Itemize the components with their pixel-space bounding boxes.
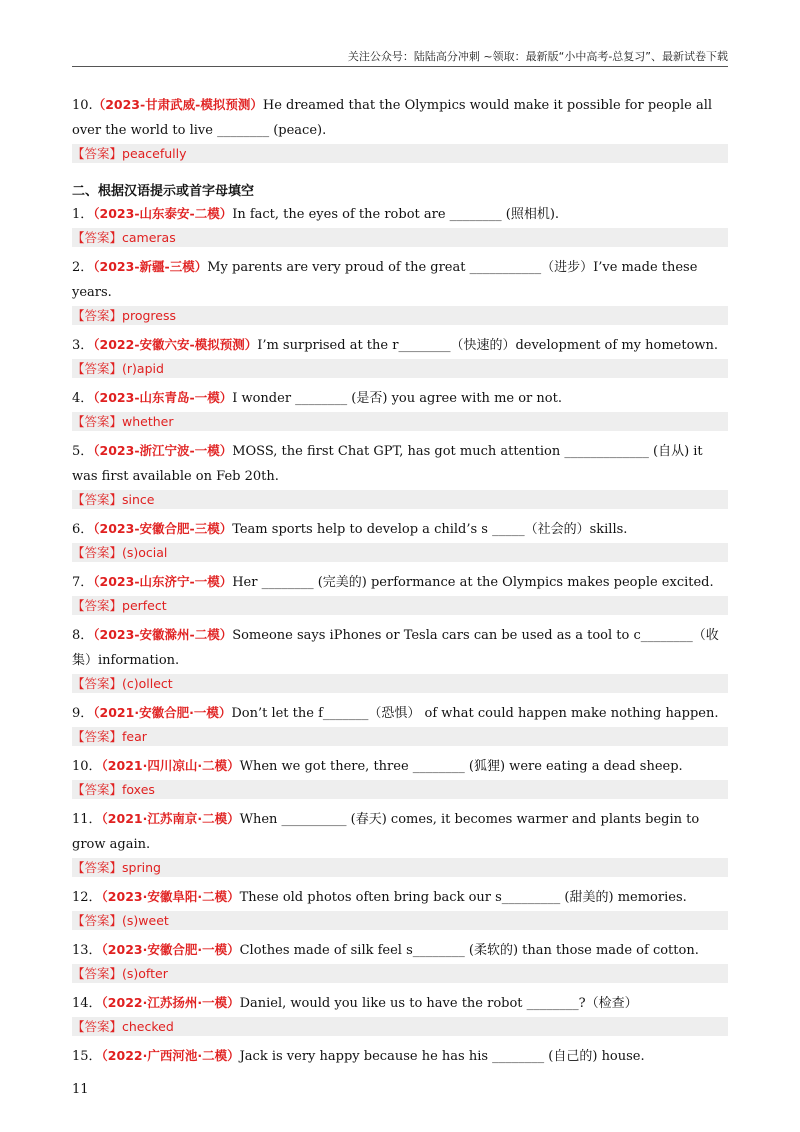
answer-value: peacefully: [122, 146, 187, 161]
question-item: [72, 569, 728, 595]
question-number: 12．: [72, 890, 102, 905]
answer-value: perfect: [122, 598, 167, 613]
answer-value: since: [122, 492, 155, 507]
question-number: 6．: [72, 522, 94, 537]
question-text: In fact, the eyes of the robot are ________ (照相机).: [232, 207, 560, 222]
answer-row: [72, 1017, 728, 1036]
question-number: 4．: [72, 391, 94, 406]
question-item: [72, 254, 728, 305]
answer-tag: 【答案】: [72, 308, 123, 323]
question-item: [72, 385, 728, 411]
answer-tag: 【答案】: [72, 598, 123, 613]
page-number: 11: [72, 1082, 89, 1097]
answer-value: foxes: [122, 782, 155, 797]
question-text: I’m surprised at the r________（快速的）development of my hometown.: [257, 338, 719, 353]
question-item: [72, 884, 728, 910]
question-text: I wonder ________ (是否) you agree with me or not.: [232, 391, 562, 406]
question-source: （2023-山东济宁-一模）: [93, 574, 233, 589]
question-source: （2023·安徽合肥·一模）: [101, 942, 240, 957]
question-source: （2022-安徽六安-模拟预测）: [93, 337, 258, 352]
answer-tag: 【答案】: [72, 414, 123, 429]
answer-row: [72, 911, 728, 930]
question-list: [72, 201, 728, 1069]
question-number: 2．: [72, 260, 94, 275]
question-text: Team sports help to develop a child’s s _____（社会的）skills.: [232, 522, 628, 537]
answer-row: [72, 359, 728, 378]
answer-row: [72, 780, 728, 799]
answer-row: [72, 674, 728, 693]
question-item: [72, 201, 728, 227]
answer-tag: 【答案】: [72, 361, 123, 376]
question-number: 7．: [72, 575, 94, 590]
question-text: MOSS, the first Chat GPT, has got much attention _____________ (自从) it was first available on Feb 20th.: [72, 444, 703, 484]
answer-row: [72, 543, 728, 562]
question-source: （2021·安徽合肥·一模）: [93, 705, 232, 720]
question-item: [72, 700, 728, 726]
question-number: 10．: [72, 759, 102, 774]
question-source: （2023-山东泰安-二模）: [93, 206, 233, 221]
question-text: Don’t let the f_______（恐惧） of what could happen make nothing happen.: [231, 706, 719, 721]
page-header: 关注公众号：陆陆高分冲刺 ~领取：最新版“小中高考-总复习”、最新试卷下载: [347, 50, 728, 63]
question-number: 13．: [72, 943, 102, 958]
answer-value: (r)apid: [122, 361, 164, 376]
answer-tag: 【答案】: [72, 966, 123, 981]
answer-row: [72, 727, 728, 746]
question-text: Jack is very happy because he has his ________ (自己的) house.: [239, 1049, 645, 1064]
question-text: These old photos often bring back our s_________ (甜美的) memories.: [239, 890, 687, 905]
question-text: When we got there, three ________ (狐狸) were eating a dead sheep.: [239, 759, 683, 774]
answer-value: checked: [122, 1019, 174, 1034]
question-number: 8．: [72, 628, 94, 643]
question-number: 15．: [72, 1049, 102, 1064]
answer-tag: 【答案】: [72, 545, 123, 560]
answer-row: [72, 964, 728, 983]
section-title: 二、根据汉语提示或首字母填空: [72, 184, 255, 199]
question-text: Her ________ (完美的) performance at the Olympics makes people excited.: [232, 575, 714, 590]
answer-value: (s)weet: [122, 913, 169, 928]
question-number: 5．: [72, 444, 94, 459]
answer-value: spring: [122, 860, 161, 875]
question-number: 3．: [72, 338, 94, 353]
question-source: （2023-安徽合肥-三模）: [93, 521, 233, 536]
question-source: （2023·安徽阜阳·二模）: [101, 889, 240, 904]
answer-row: [72, 228, 728, 247]
answer-tag: 【答案】: [72, 1019, 123, 1034]
question-item: [72, 1043, 728, 1069]
question-text: My parents are very proud of the great ___________（进步）I’ve made these years.: [72, 260, 698, 300]
question-text: He dreamed that the Olympics would make it possible for people all over the world to live ________ (peace).: [72, 98, 713, 138]
answer-row: [72, 306, 728, 325]
question-source: （2023-安徽滁州-二模）: [93, 627, 233, 642]
question-source: （2022·江苏扬州·一模）: [101, 995, 240, 1010]
answer-tag: 【答案】: [72, 676, 123, 691]
question-item: [72, 990, 728, 1016]
question-number: 9．: [72, 706, 94, 721]
answer-value: fear: [122, 729, 147, 744]
answer-value: (c)ollect: [122, 676, 173, 691]
answer-tag: 【答案】: [72, 913, 123, 928]
header-divider: [72, 66, 728, 67]
answer-row: [72, 490, 728, 509]
question-10-previous: [72, 92, 728, 143]
answer-row: [72, 596, 728, 615]
question-source: （2022·广西河池·二模）: [101, 1048, 240, 1063]
question-number: 14．: [72, 996, 102, 1011]
question-text: Someone says iPhones or Tesla cars can be used as a tool to c________（收集）information.: [72, 628, 719, 668]
answer-tag: 【答案】: [72, 146, 123, 161]
question-item: [72, 332, 728, 358]
question-item: [72, 806, 728, 857]
answer-row: [72, 858, 728, 877]
question-source: （2023-新疆-三模）: [93, 259, 208, 274]
question-source: （2023-浙江宁波-一模）: [93, 443, 233, 458]
question-text: Daniel, would you like us to have the robot ________?（检查）: [239, 996, 638, 1011]
answer-value: cameras: [122, 230, 176, 245]
question-number: 11．: [72, 812, 102, 827]
question-item: [72, 937, 728, 963]
question-item: [72, 622, 728, 673]
answer-value: progress: [122, 308, 176, 323]
answer-value: (s)ocial: [122, 545, 168, 560]
question-source: （2023-甘肃武威-模拟预测）: [92, 97, 263, 112]
question-item: [72, 438, 728, 489]
answer-row: [72, 144, 728, 163]
document-body: [72, 92, 728, 1069]
answer-tag: 【答案】: [72, 492, 123, 507]
answer-tag: 【答案】: [72, 860, 123, 875]
answer-tag: 【答案】: [72, 782, 123, 797]
question-source: （2023-山东青岛-一模）: [93, 390, 233, 405]
answer-tag: 【答案】: [72, 729, 123, 744]
question-text: Clothes made of silk feel s________ (柔软的) than those made of cotton.: [239, 943, 699, 958]
question-item: [72, 753, 728, 779]
answer-value: (s)ofter: [122, 966, 168, 981]
answer-row: [72, 412, 728, 431]
question-number: 10.: [72, 98, 93, 113]
answer-value: whether: [122, 414, 174, 429]
question-source: （2021·江苏南京·二模）: [101, 811, 240, 826]
question-source: （2021·四川凉山·二模）: [101, 758, 240, 773]
question-number: 1．: [72, 207, 94, 222]
question-item: [72, 516, 728, 542]
answer-tag: 【答案】: [72, 230, 123, 245]
question-text: When __________ (春天) comes, it becomes warmer and plants begin to grow again.: [72, 812, 700, 852]
